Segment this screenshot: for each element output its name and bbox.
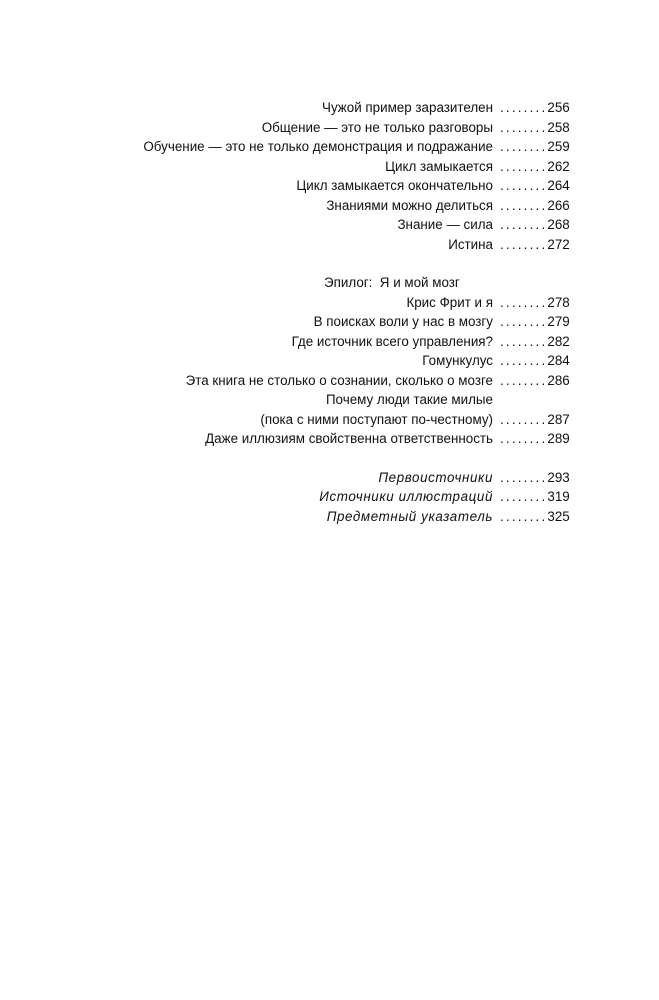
toc-entry-title: Общение — это не только разговоры — [261, 119, 493, 135]
toc-entry-page: 279 — [547, 314, 570, 329]
toc-entry — [0, 196, 659, 216]
toc-entry — [0, 487, 659, 507]
toc-entry-page: 258 — [547, 119, 570, 135]
toc-entry-page: 272 — [547, 236, 570, 252]
toc-entry-page: 284 — [547, 353, 570, 368]
toc-entry — [0, 390, 659, 410]
toc-entry-title: Чужой пример заразителен — [322, 100, 493, 115]
toc-entry-page: 256 — [547, 100, 570, 115]
toc-entry-title: Источники иллюстраций — [319, 489, 493, 504]
toc-entry — [0, 98, 659, 118]
toc-entry — [0, 507, 659, 527]
toc-entry-title: Даже иллюзиям свойственна ответственность — [205, 431, 493, 446]
toc-leader: ........268 — [500, 217, 570, 232]
toc-leader: ........325 — [500, 508, 570, 524]
toc-entry-title: Первоисточники — [378, 469, 493, 485]
toc-entry-title: Цикл замыкается окончательно — [296, 178, 493, 193]
toc-leader: ........266 — [500, 197, 570, 213]
toc-entry-page: 259 — [547, 139, 570, 154]
epilogue-heading — [0, 273, 659, 293]
toc-leader: ........286 — [500, 372, 570, 388]
toc-leader: ........262 — [500, 158, 570, 174]
toc-leader: ........319 — [500, 489, 570, 504]
toc-entry — [0, 468, 659, 488]
toc-entry-title: Истина — [448, 236, 493, 252]
toc-entry-page: 264 — [547, 178, 570, 193]
epilogue-heading-text: Эпилог: Я и мой мозг — [324, 275, 460, 290]
toc-leader: ........287 — [500, 411, 570, 427]
toc-entry-page: 293 — [547, 469, 570, 485]
toc-entry — [0, 176, 659, 196]
toc-entry — [0, 157, 659, 177]
toc-entry — [0, 332, 659, 352]
toc-entry-page: 278 — [547, 294, 570, 310]
toc-entry — [0, 351, 659, 371]
toc-entry-title: Предметный указатель — [326, 508, 493, 524]
toc-entry — [0, 293, 659, 313]
toc-leader: ........282 — [500, 333, 570, 349]
toc-entry-page: 325 — [547, 508, 570, 524]
toc-leader: ........256 — [500, 100, 570, 115]
table-of-contents — [0, 98, 659, 526]
toc-leader: ........293 — [500, 469, 570, 485]
toc-entry-page: 282 — [547, 333, 570, 349]
toc-entry-title: Крис Фрит и я — [406, 294, 493, 310]
toc-entry-page: 262 — [547, 158, 570, 174]
toc-entry-title: В поисках воли у нас в мозгу — [313, 314, 493, 329]
toc-entry — [0, 410, 659, 430]
toc-leader: ........278 — [500, 294, 570, 310]
toc-entry-title: Эта книга не столько о сознании, сколько о мозге — [185, 372, 493, 388]
toc-entry — [0, 371, 659, 391]
toc-entry-title: Знание — сила — [397, 217, 493, 232]
toc-entry-page: 319 — [547, 489, 570, 504]
toc-entry — [0, 429, 659, 449]
toc-entry — [0, 215, 659, 235]
toc-leader: ........258 — [500, 119, 570, 135]
toc-leader: ........284 — [500, 353, 570, 368]
toc-entry — [0, 312, 659, 332]
toc-entry-title: Цикл замыкается — [385, 158, 493, 174]
toc-entry-page: 268 — [547, 217, 570, 232]
toc-leader: ........289 — [500, 431, 570, 446]
toc-entry-page: 289 — [547, 431, 570, 446]
toc-entry — [0, 235, 659, 255]
toc-entry-title: Где источник всего управления? — [291, 333, 493, 349]
toc-entry-page: 287 — [547, 411, 570, 427]
toc-entry — [0, 137, 659, 157]
toc-entry-page: 286 — [547, 372, 570, 388]
toc-entry-title: Почему люди такие милые — [325, 392, 493, 407]
toc-entry-title: (пока с ними поступают по-честному) — [260, 411, 493, 427]
toc-leader: ........264 — [500, 178, 570, 193]
toc-entry-title: Гомункулус — [422, 353, 493, 368]
toc-entry-title: Обучение — это не только демонстрация и подражание — [143, 139, 493, 154]
toc-entry — [0, 118, 659, 138]
toc-leader: ........259 — [500, 139, 570, 154]
toc-leader: ........279 — [500, 314, 570, 329]
toc-leader: ........272 — [500, 236, 570, 252]
toc-entry-page: 266 — [547, 197, 570, 213]
toc-entry-title: Знаниями можно делиться — [326, 197, 493, 213]
